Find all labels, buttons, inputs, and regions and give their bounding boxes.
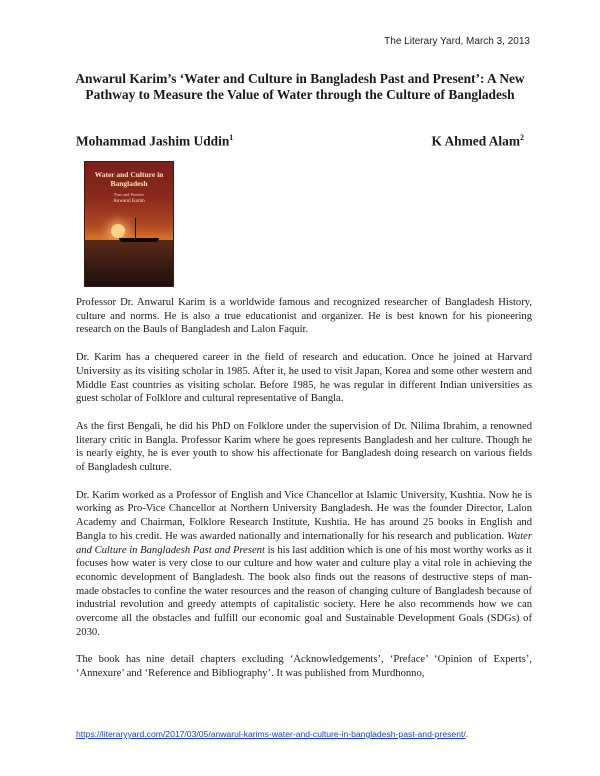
cover-subtitle: Past and Present bbox=[114, 192, 144, 197]
book-cover-image bbox=[85, 162, 173, 286]
cover-boat-mast bbox=[135, 218, 136, 240]
paragraph-5: The book has nine detail chapters excluding ‘Acknowledgements’, ‘Preface’ ‘Opinion of Experts’, ‘Annexure’ and ‘Reference and Bibliography’. It was published from Murdhonno, bbox=[76, 654, 532, 680]
paragraph-3: As the first Bengali, he did his PhD on Folklore under the supervision of Dr. Nilima Ibrahim, a renowned literary critic in Bangla. Professor Karim where he goes represents Bangladesh and her culture. Though he is nearly eighty, he is ever youth to show his affectionate for Bangladesh doing research on various fields of Bangladesh culture. bbox=[76, 420, 532, 474]
footer-trailing: . bbox=[465, 729, 469, 739]
paragraph-1: Professor Dr. Anwarul Karim is a worldwide famous and recognized researcher of Bangladesh History, culture and norms. He is also a true educationist and organizer. He is best known for his pioneering research on the Bauls of Bangladesh and Lalon Faquir. bbox=[76, 297, 532, 336]
cover-boat bbox=[119, 238, 159, 242]
footer bbox=[76, 729, 532, 739]
paragraph-4-part-2: is his last addition which is one of his most worthy works as it focuses how water is very close to our culture and how water and culture play a vital role in achieving the economic development of Bangladesh. The book also finds out the reasons of destructive steps of man-made obstacles to confine the water resources and the reason of changing culture of Bangladesh because of industrial revolution and greedy attempts of capitalistic society. Here he also recommends how we can overcome all the obstacles and fulfill our economic goal and Sustainable Development Goals (SDGs) of 2030. bbox=[76, 544, 532, 638]
book-title-italic: Water and Culture in Bangladesh Past and Present bbox=[76, 530, 532, 556]
paragraph-2: Dr. Karim has a chequered career in the field of research and education. Once he joined at Harvard University as its visiting scholar in 1985. After it, he used to visit Japan, Korea and some other western and Middle East countries as visiting scholar. Before 1985, he was regular in different Indian universities as guest scholar of Folklore and cultural representative of Bangla. bbox=[76, 352, 532, 405]
source-link[interactable]: https://literaryyard.com/2017/03/05/anwarul-karims-water-and-culture-in-bangladesh-past-and-present/ bbox=[76, 729, 466, 739]
cover-water bbox=[85, 240, 173, 286]
author-2-name: K Ahmed Alam bbox=[431, 133, 520, 149]
author-1-name: Mohammad Jashim Uddin bbox=[76, 133, 230, 149]
article-title: Anwarul Karim’s ‘Water and Culture in Bangladesh Past and Present’: A New Pathway to Measure the Value of Water through the Culture of Bangladesh bbox=[75, 71, 525, 102]
article-body bbox=[76, 296, 532, 695]
source-line: The Literary Yard, March 3, 2013 bbox=[384, 36, 530, 47]
paragraph-4-part-1: Dr. Karim worked as a Professor of English and Vice Chancellor at Islamic University, Kushtia. Now he is working as Pro-Vice Chancellor at Northern University Bangladesh. He was the founder Director, Lalon Academy and Chairman, Folklore Research Institute, Kushtia. He has around 25 books in English and Bangla to his credit. He was awarded nationally and internationally for his research and publication. bbox=[76, 489, 532, 542]
cover-author: Anwarul Karim bbox=[113, 199, 145, 204]
author-1-footnote: 1 bbox=[229, 133, 234, 142]
author-2-footnote: 2 bbox=[520, 133, 524, 142]
author-1 bbox=[76, 133, 233, 149]
cover-sun bbox=[111, 224, 125, 238]
cover-title: Water and Culture in Bangladesh bbox=[94, 170, 164, 188]
paragraph-4 bbox=[76, 489, 532, 640]
author-2 bbox=[431, 133, 524, 149]
